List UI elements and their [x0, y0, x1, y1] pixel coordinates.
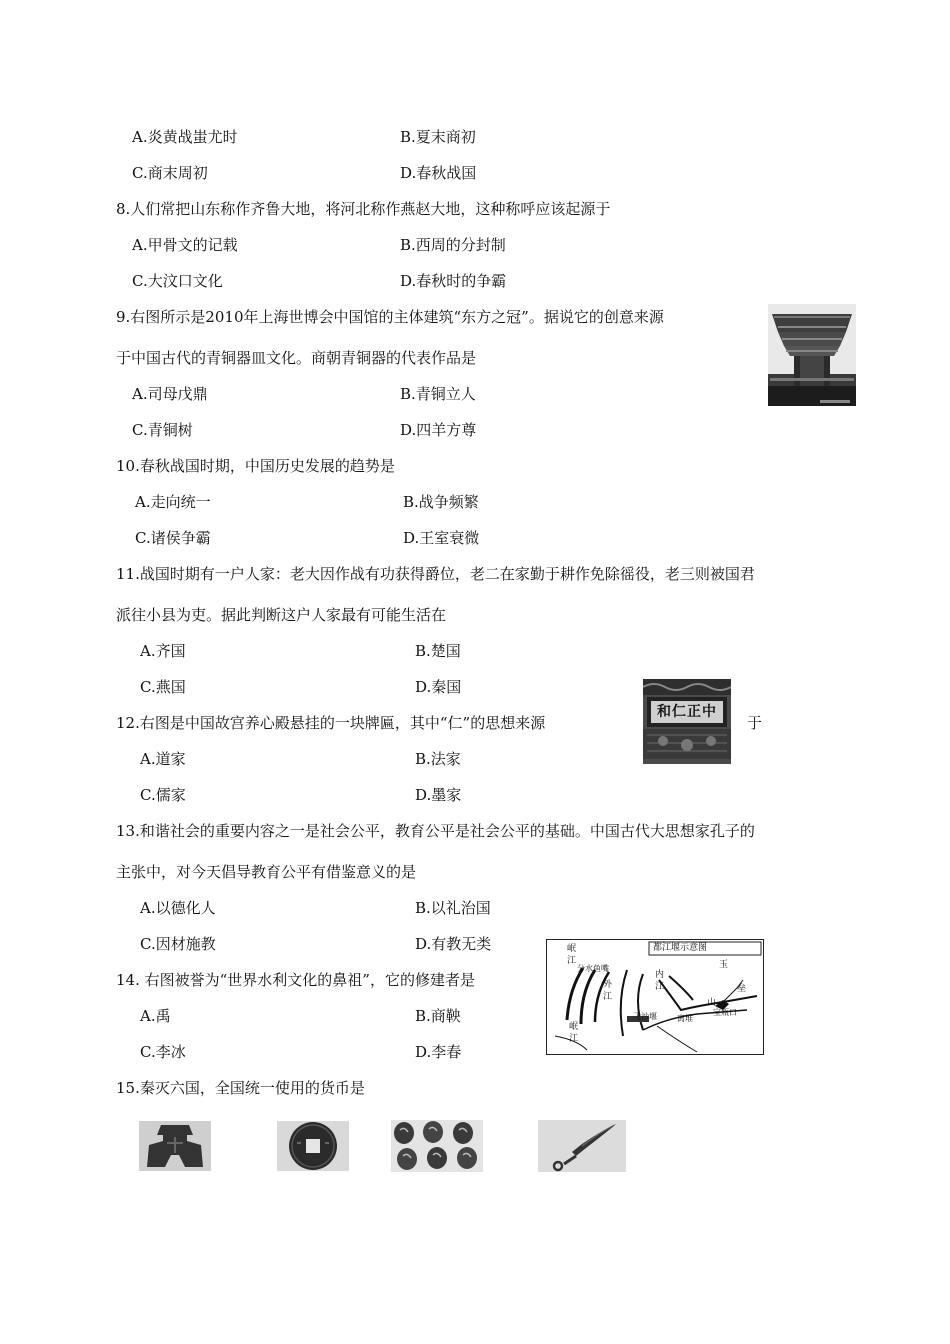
q9-option-c[interactable]: C.青铜树 [132, 421, 193, 439]
q13-option-c[interactable]: C.因材施教 [140, 935, 216, 953]
plaque-inscription: 中正仁和 [657, 704, 717, 720]
q10-stem: 10.春秋战国时期，中国历史发展的趋势是 [116, 457, 395, 475]
q9-stem-line2: 于中国古代的青铜器皿文化。商朝青铜器的代表作品是 [116, 349, 477, 367]
q13-stem-line2: 主张中，对今天倡导教育公平有借鉴意义的是 [116, 863, 417, 881]
map-label-fishmouth: 分水鱼嘴 [577, 964, 609, 973]
map-label-min-2: 岷 [569, 1022, 579, 1032]
map-label-wai: 外 [603, 980, 613, 990]
map-label-shan: 山 [707, 998, 717, 1008]
ant-nose-coin-icon[interactable] [391, 1120, 483, 1172]
q11-option-b[interactable]: B.楚国 [415, 642, 461, 660]
knife-coin-icon[interactable] [538, 1120, 626, 1172]
map-label-min-1: 岷 [567, 944, 577, 954]
q7-option-d[interactable]: D.春秋战国 [400, 164, 477, 182]
palace-plaque-photo [643, 679, 731, 764]
q9-option-b[interactable]: B.青铜立人 [400, 385, 476, 403]
q11-option-a[interactable]: A.齐国 [140, 642, 186, 660]
q12-option-a[interactable]: A.道家 [140, 750, 186, 768]
map-label-wai-jiang: 江 [603, 992, 613, 1002]
dujiangyan-map [546, 939, 764, 1055]
q14-option-a[interactable]: A.禹 [140, 1007, 171, 1025]
q14-option-c[interactable]: C.李冰 [140, 1043, 186, 1061]
q11-stem-line2: 派往小县为吏。据此判断这户人家最有可能生活在 [116, 606, 447, 624]
map-label-yu: 玉 [719, 960, 729, 970]
q11-option-c[interactable]: C.燕国 [140, 678, 186, 696]
q11-option-d[interactable]: D.秦国 [415, 678, 462, 696]
q14-stem: 14. 右图被誉为“世界水利文化的鼻祖”，它的修建者是 [116, 971, 475, 989]
q14-option-d[interactable]: D.李春 [415, 1043, 462, 1061]
map-label-baopingkou: 宝瓶口 [713, 1008, 737, 1017]
map-label-jiang-2: 江 [569, 1034, 579, 1044]
q9-stem-line1: 9.右图所示是2010年上海世博会中国馆的主体建筑“东方之冠”。据说它的创意来源 [116, 308, 664, 326]
q7-option-a[interactable]: A.炎黄战蚩尤时 [132, 128, 238, 146]
q15-stem: 15.秦灭六国，全国统一使用的货币是 [116, 1079, 365, 1097]
q10-option-d[interactable]: D.王室衰微 [403, 529, 480, 547]
q12-option-c[interactable]: C.儒家 [140, 786, 186, 804]
q12-stem-tail: 于 [747, 714, 763, 732]
q8-option-d[interactable]: D.春秋时的争霸 [400, 272, 507, 290]
round-square-hole-coin-icon[interactable] [277, 1121, 349, 1171]
q8-option-c[interactable]: C.大汶口文化 [132, 272, 223, 290]
q13-option-d[interactable]: D.有教无类 [415, 935, 492, 953]
map-label-jiang-1: 江 [567, 956, 577, 966]
q12-option-d[interactable]: D.墨家 [415, 786, 462, 804]
q7-option-b[interactable]: B.夏末商初 [400, 128, 476, 146]
map-label-feishayan: 飞沙堰 [633, 1012, 657, 1021]
q13-stem-line1: 13.和谐社会的重要内容之一是社会公平，教育公平是社会公平的基础。中国古代大思想家孔子的 [116, 822, 755, 840]
q13-option-a[interactable]: A.以德化人 [140, 899, 216, 917]
q11-stem-line1: 11.战国时期有一户人家：老大因作战有功获得爵位，老二在家勤于耕作免除徭役，老三则被国君 [116, 565, 755, 583]
q10-option-b[interactable]: B.战争频繁 [403, 493, 479, 511]
map-label-lei: 垒 [737, 984, 747, 994]
q8-option-a[interactable]: A.甲骨文的记载 [132, 236, 238, 254]
q9-option-d[interactable]: D.四羊方尊 [400, 421, 477, 439]
spade-coin-icon[interactable] [139, 1121, 211, 1171]
q10-option-a[interactable]: A.走向统一 [135, 493, 211, 511]
map-label-nei: 内 [655, 970, 665, 980]
q10-option-c[interactable]: C.诸侯争霸 [135, 529, 211, 547]
q13-option-b[interactable]: B.以礼治国 [415, 899, 491, 917]
q7-option-c[interactable]: C.商末周初 [132, 164, 208, 182]
map-label-lidui: 离堆 [677, 1014, 693, 1023]
q14-option-b[interactable]: B.商鞅 [415, 1007, 461, 1025]
q9-option-a[interactable]: A.司母戊鼎 [132, 385, 208, 403]
q8-option-b[interactable]: B.西周的分封制 [400, 236, 506, 254]
q12-option-b[interactable]: B.法家 [415, 750, 461, 768]
q12-stem: 12.右图是中国故宫养心殿悬挂的一块牌匾，其中“仁”的思想来源 [116, 714, 546, 732]
map-label-nei-jiang: 江 [655, 982, 665, 992]
map-title: 都江堰示意图 [653, 943, 708, 953]
china-pavilion-photo [768, 304, 856, 406]
q8-stem: 8.人们常把山东称作齐鲁大地，将河北称作燕赵大地，这种称呼应该起源于 [116, 200, 611, 218]
